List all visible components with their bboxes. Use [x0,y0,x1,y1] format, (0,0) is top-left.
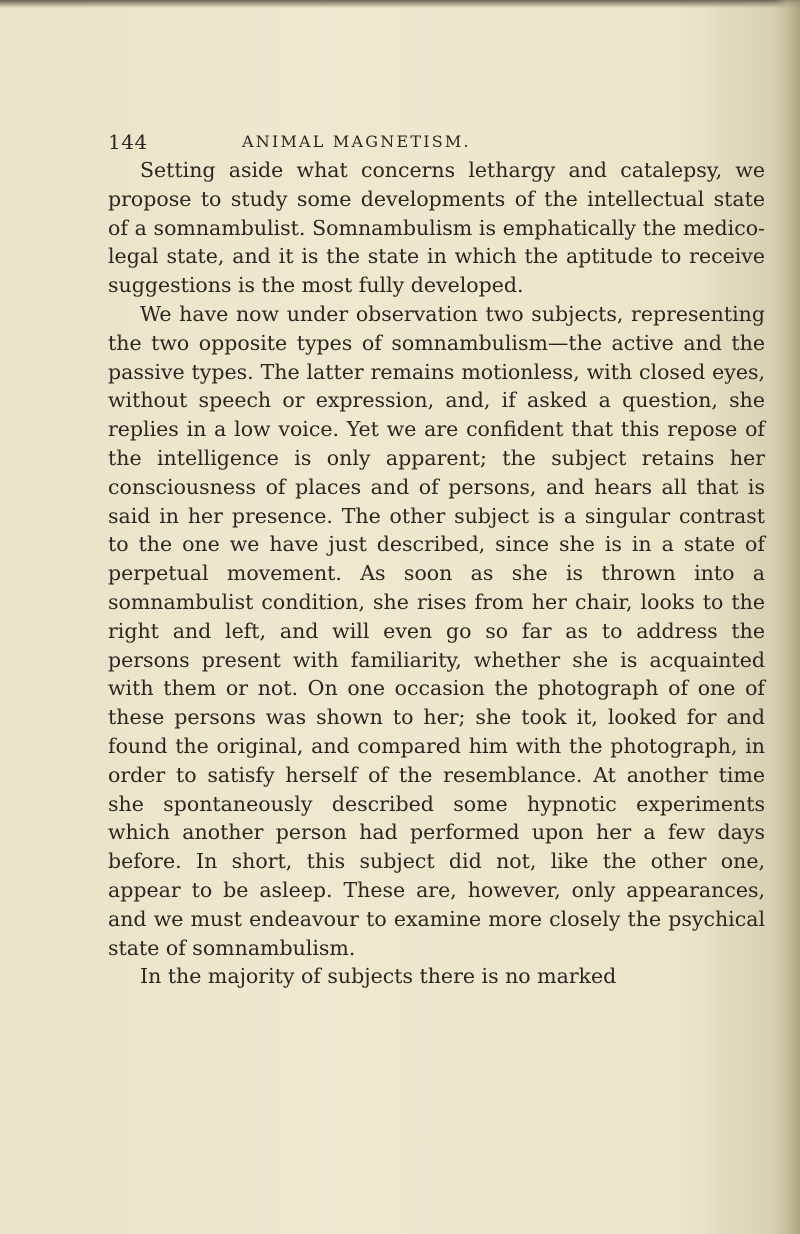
paragraph-3: In the majority of subjects there is no marked [140,964,617,989]
running-title: ANIMAL MAGNETISM. [242,132,471,151]
page-top-shadow [0,0,800,8]
paragraph-2: We have now under observation two subjects, representing the two opposite types of somnambulism—the active and the passive types. The latter remains motionless, with closed eyes, without speech or expression, and, if asked a question, she replies in a low voice. Yet we are confident that this repose of the intelligence is only apparent; the subject retains her consciousness of places and of persons, and hears all that is said in her presence. The other subject is a singular contrast to the one we have just described, since she is in a state of perpetual movement. As soon as she is thrown into a somnambulist condition, she rises from her chair, looks to the right and left, and will even go so far as to address the persons present with familiarity, whether she is acquainted with them or not. On one occasion the photograph of one of these persons was shown to her; she took it, looked for and found the original, and compared him with the photograph, in order to satisfy herself of the resemblance. At another time she spontaneously described some hypnotic experiments which another person had performed upon her a few days before. In short, this subject did not, like the other one, appear to be asleep. These are, however, only appearances, and we must endeavour to examine more closely the psychical state of somnambulism. [108,301,765,960]
page-header [108,130,688,158]
page-number: 144 [108,130,148,154]
body-text [108,156,765,991]
paragraph-1: Setting aside what concerns lethargy and catalepsy, we propose to study some developments of the intellectual state of a somnambulist. Somnambulism is emphatically the medico-legal state, and it is the state in which the aptitude to receive suggestions is the most fully developed. [108,158,765,298]
page-binding-edge [774,0,800,1234]
